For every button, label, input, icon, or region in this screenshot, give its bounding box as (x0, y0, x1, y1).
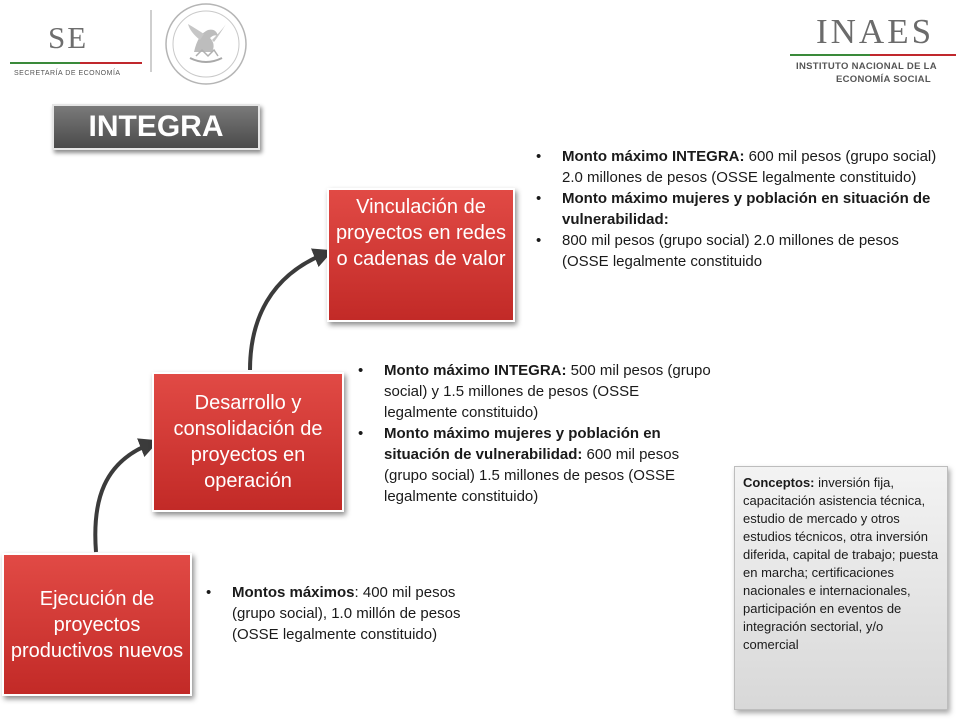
inaes-logo (790, 10, 956, 90)
bullet-dot: • (536, 148, 542, 165)
list-item (354, 423, 714, 507)
se-logo-subtitle: SECRETARÍA DE ECONOMÍA (14, 70, 121, 77)
stage-box-development: Desarrollo y consolidación de proyectos en operación (152, 372, 344, 512)
page-title: INTEGRA (52, 104, 260, 150)
inaes-logo-red-line (870, 54, 956, 56)
se-logo-text: SE (48, 20, 89, 55)
bullet-bold-label: Monto máximo mujeres y población en situación de vulnerabilidad: (384, 425, 661, 463)
inaes-logo-subtitle-line2: ECONOMÍA SOCIAL (836, 74, 931, 85)
bullet-list-stage2 (354, 360, 714, 507)
bullet-bold-label: Monto máximo mujeres y población en situación de vulnerabilidad: (562, 190, 931, 228)
se-logo (10, 12, 140, 82)
list-item (202, 582, 502, 645)
list-item (354, 360, 714, 423)
bullet-bold-label: Monto máximo INTEGRA: (562, 148, 745, 165)
bullet-dot: • (358, 362, 364, 379)
bullet-dot: • (206, 584, 212, 601)
bullet-text: 600 mil pesos (grupo social) 2.0 millones de pesos (OSSE legalmente constituido) (562, 148, 937, 186)
bullet-text: 600 mil pesos (grupo social) 1.5 millones de pesos (OSSE legalmente constituido) (384, 446, 680, 505)
bullet-list-stage1 (202, 582, 502, 645)
bullet-text: : 400 mil pesos (grupo social), 1.0 millón de pesos (OSSE legalmente constituido) (232, 584, 461, 643)
bullet-dot: • (536, 190, 542, 207)
mexican-seal-icon (160, 0, 252, 92)
list-item (532, 230, 942, 272)
list-item (532, 188, 942, 230)
logo-divider (150, 10, 152, 72)
se-logo-green-line (10, 62, 80, 64)
arrow-stage1-to-stage2 (95, 444, 150, 552)
bullet-text: 800 mil pesos (grupo social) 2.0 millones de pesos (OSSE legalmente constituido (562, 232, 899, 270)
bullet-dot: • (536, 232, 542, 249)
concepts-label: Conceptos: (743, 475, 815, 490)
concepts-text: inversión fija, capacitación asistencia técnica, estudio de mercado y otros estudios técnicos, otra inversión diferida, capital de trabajo; puesta en marcha; certificaciones nacionales e internacionales, participación en eventos de integración sectorial, y/o comercial (743, 475, 939, 652)
bullet-dot: • (358, 425, 364, 442)
list-item (532, 146, 942, 188)
se-logo-red-line (80, 62, 142, 64)
stage-box-new-projects: Ejecución de proyectos productivos nuevos (2, 553, 192, 696)
stage-box-linkage: Vinculación de proyectos en redes o cadenas de valor (327, 188, 515, 322)
bullet-list-stage3 (532, 146, 942, 272)
bullet-text: 500 mil pesos (grupo social) y 1.5 millones de pesos (OSSE legalmente constituido) (384, 362, 711, 421)
inaes-logo-subtitle-line1: INSTITUTO NACIONAL DE LA (796, 61, 937, 72)
bullet-bold-label: Montos máximos (232, 584, 355, 601)
concepts-box (734, 466, 948, 710)
inaes-logo-green-line (790, 54, 870, 56)
bullet-bold-label: Monto máximo INTEGRA: (384, 362, 567, 379)
arrow-stage2-to-stage3 (250, 254, 324, 370)
inaes-logo-text: INAES (816, 12, 935, 51)
